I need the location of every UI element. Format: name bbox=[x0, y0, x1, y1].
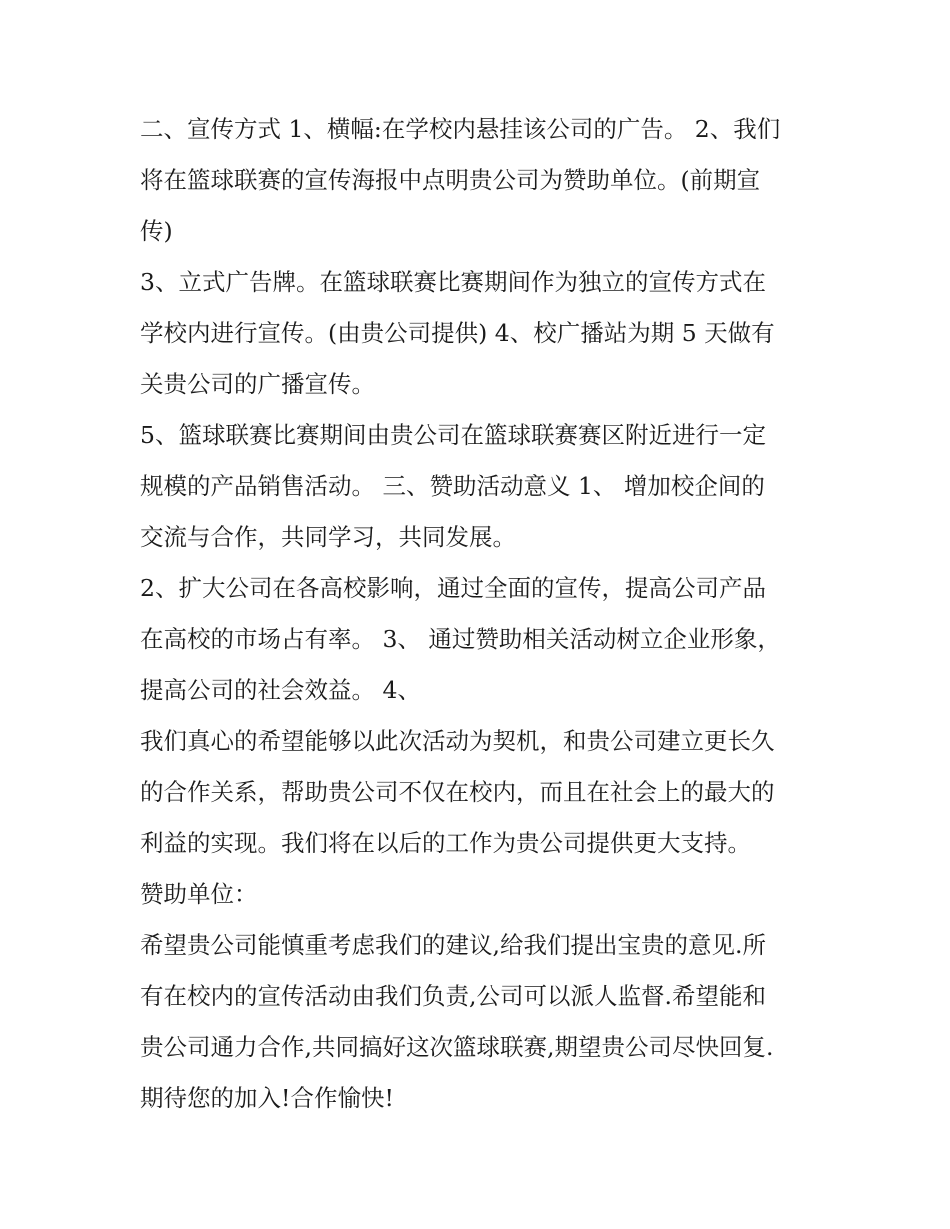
text-line: 在高校的市场占有率。 3、 通过赞助相关活动树立企业形象， bbox=[140, 625, 781, 653]
text-line: 2、扩大公司在各高校影响，通过全面的宣传，提高公司产品 bbox=[140, 574, 766, 602]
text-line: 希望贵公司能慎重考虑我们的建议,给我们提出宝贵的意见.所 bbox=[140, 931, 766, 959]
text-line: 赞助单位： bbox=[140, 880, 258, 908]
text-line: 有在校内的宣传活动由我们负责,公司可以派人监督.希望能和 bbox=[140, 982, 766, 1010]
text-line: 的合作关系，帮助贵公司不仅在校内，而且在社会上的最大的 bbox=[140, 778, 775, 806]
text-line: 关贵公司的广播宣传。 bbox=[140, 370, 375, 398]
text-line: 二、宣传方式 1、横幅:在学校内悬挂该公司的广告。 2、我们 bbox=[140, 115, 781, 143]
paragraph-sales-activity bbox=[140, 410, 820, 563]
text-line: 期待您的加入!合作愉快! bbox=[140, 1084, 394, 1112]
document-body bbox=[140, 104, 820, 1124]
text-line: 利益的实现。我们将在以后的工作为贵公司提供更大支持。 bbox=[140, 829, 751, 857]
text-line: 交流与合作，共同学习，共同发展。 bbox=[140, 523, 516, 551]
paragraph-publicity-methods bbox=[140, 104, 820, 257]
text-line: 学校内进行宣传。(由贵公司提供) 4、校广播站为期 5 天做有 bbox=[140, 319, 775, 347]
text-line: 将在篮球联赛的宣传海报中点明贵公司为赞助单位。(前期宣 bbox=[140, 166, 761, 194]
text-line: 提高公司的社会效益。 4、 bbox=[140, 676, 421, 704]
paragraph-closing bbox=[140, 920, 820, 1124]
paragraph-cooperation-hope bbox=[140, 716, 820, 869]
text-line: 5、篮球联赛比赛期间由贵公司在篮球联赛赛区附近进行一定 bbox=[140, 421, 766, 449]
text-line: 传) bbox=[140, 217, 173, 245]
paragraph-sponsor-unit bbox=[140, 869, 820, 920]
text-line: 贵公司通力合作,共同搞好这次篮球联赛,期望贵公司尽快回复. bbox=[140, 1033, 774, 1061]
text-line: 3、立式广告牌。在篮球联赛比赛期间作为独立的宣传方式在 bbox=[140, 268, 766, 296]
paragraph-influence bbox=[140, 563, 820, 716]
paragraph-billboard bbox=[140, 257, 820, 410]
text-line: 我们真心的希望能够以此次活动为契机，和贵公司建立更长久 bbox=[140, 727, 775, 755]
text-line: 规模的产品销售活动。 三、赞助活动意义 1、 增加校企间的 bbox=[140, 472, 765, 500]
